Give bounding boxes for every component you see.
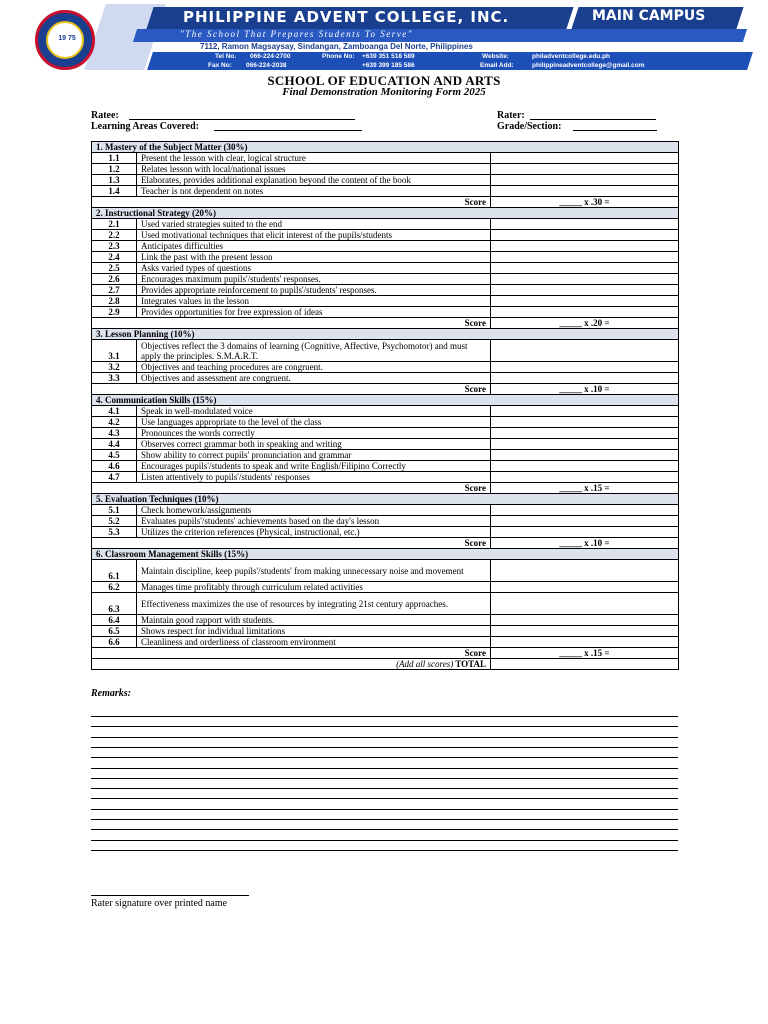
criterion-row bbox=[92, 450, 679, 461]
section-title: 3. Lesson Planning (10%) bbox=[92, 329, 679, 340]
section-header-row bbox=[92, 549, 679, 560]
fax-value: 066-224-2038 bbox=[246, 62, 287, 69]
criterion-text: Pronounces the words correctly bbox=[137, 428, 491, 439]
rating-cell[interactable] bbox=[491, 263, 679, 274]
logo-year-left: 19 bbox=[58, 35, 67, 42]
remarks-line[interactable] bbox=[91, 850, 678, 851]
rating-cell[interactable] bbox=[491, 450, 679, 461]
criterion-row bbox=[92, 252, 679, 263]
score-row bbox=[92, 538, 679, 549]
school-title: SCHOOL OF EDUCATION AND ARTS bbox=[267, 73, 501, 88]
rating-cell[interactable] bbox=[491, 340, 679, 362]
phone-label: Phone No: bbox=[322, 53, 355, 60]
criterion-text: Encourages maximum pupils'/students' responses. bbox=[137, 274, 491, 285]
phone-value-2: +639 399 185 586 bbox=[362, 62, 415, 69]
criterion-row bbox=[92, 472, 679, 483]
criterion-number: 3.1 bbox=[92, 340, 137, 362]
criterion-text: Maintain good rapport with students. bbox=[137, 615, 491, 626]
criterion-row bbox=[92, 186, 679, 197]
criterion-row bbox=[92, 428, 679, 439]
criterion-number: 5.3 bbox=[92, 527, 137, 538]
score-row bbox=[92, 648, 679, 659]
total-label bbox=[92, 659, 491, 670]
score-row bbox=[92, 384, 679, 395]
criterion-text: Objectives and assessment are congruent. bbox=[137, 373, 491, 384]
college-seal-icon bbox=[46, 21, 84, 59]
criterion-row bbox=[92, 637, 679, 648]
score-label: Score bbox=[92, 648, 491, 659]
criterion-text: Asks varied types of questions bbox=[137, 263, 491, 274]
total-text: TOTAL bbox=[455, 659, 486, 669]
criterion-row bbox=[92, 615, 679, 626]
section-header-row bbox=[92, 329, 679, 340]
criterion-number: 2.8 bbox=[92, 296, 137, 307]
remarks-line[interactable] bbox=[91, 757, 678, 758]
rating-cell[interactable] bbox=[491, 307, 679, 318]
criterion-text: Anticipates difficulties bbox=[137, 241, 491, 252]
criterion-text: Observes correct grammar both in speaking and writing bbox=[137, 439, 491, 450]
section-title: 6. Classroom Management Skills (15%) bbox=[92, 549, 679, 560]
score-label: Score bbox=[92, 318, 491, 329]
criterion-row bbox=[92, 164, 679, 175]
weighted-score-cell[interactable]: _____ x .30 = bbox=[491, 197, 679, 208]
criterion-text: Objectives reflect the 3 domains of learning (Cognitive, Affective, Psychomotor) and must apply the principles. S.M.A.R.T. bbox=[137, 340, 491, 362]
criterion-row bbox=[92, 219, 679, 230]
score-label: Score bbox=[92, 197, 491, 208]
rater-label: Rater: bbox=[497, 110, 525, 121]
logo-year-right: 75 bbox=[67, 35, 76, 42]
rating-cell[interactable] bbox=[491, 175, 679, 186]
remarks-line[interactable] bbox=[91, 747, 678, 748]
criterion-number: 6.3 bbox=[92, 593, 137, 615]
criterion-number: 1.3 bbox=[92, 175, 137, 186]
rating-cell[interactable] bbox=[491, 593, 679, 615]
criterion-row bbox=[92, 505, 679, 516]
rating-cell[interactable] bbox=[491, 428, 679, 439]
rating-cell[interactable] bbox=[491, 626, 679, 637]
remarks-line[interactable] bbox=[91, 798, 678, 799]
signature-caption: Rater signature over printed name bbox=[91, 898, 228, 909]
criterion-row bbox=[92, 406, 679, 417]
criterion-text: Evaluates pupils'/students' achievements based on the day's lesson bbox=[137, 516, 491, 527]
score-label: Score bbox=[92, 538, 491, 549]
criterion-number: 4.2 bbox=[92, 417, 137, 428]
section-header-row bbox=[92, 494, 679, 505]
criterion-row bbox=[92, 153, 679, 164]
college-address: 7112, Ramon Magsaysay, Sindangan, Zamboanga Del Norte, Philippines bbox=[200, 42, 473, 51]
rating-cell[interactable] bbox=[491, 186, 679, 197]
rating-cell[interactable] bbox=[491, 472, 679, 483]
criterion-number: 2.1 bbox=[92, 219, 137, 230]
rating-cell[interactable] bbox=[491, 637, 679, 648]
criterion-text: Present the lesson with clear, logical structure bbox=[137, 153, 491, 164]
criterion-row bbox=[92, 362, 679, 373]
grade-section-label: Grade/Section: bbox=[497, 121, 562, 132]
score-row bbox=[92, 197, 679, 208]
criterion-row bbox=[92, 263, 679, 274]
criterion-row bbox=[92, 593, 679, 615]
criterion-number: 4.1 bbox=[92, 406, 137, 417]
criterion-text: Used motivational techniques that elicit interest of the pupils/students bbox=[137, 230, 491, 241]
rating-cell[interactable] bbox=[491, 516, 679, 527]
rating-cell[interactable] bbox=[491, 461, 679, 472]
rating-cell[interactable] bbox=[491, 505, 679, 516]
criterion-text: Cleanliness and orderliness of classroom environment bbox=[137, 637, 491, 648]
email-value: philippineadventcollege@gmail.com bbox=[532, 62, 645, 69]
remarks-line[interactable] bbox=[91, 726, 678, 727]
weighted-score-cell[interactable]: _____ x .10 = bbox=[491, 538, 679, 549]
criterion-text: Shows respect for individual limitations bbox=[137, 626, 491, 637]
criterion-row bbox=[92, 175, 679, 186]
criterion-text: Integrates values in the lesson bbox=[137, 296, 491, 307]
grade-section-field[interactable] bbox=[573, 130, 657, 131]
rating-cell[interactable] bbox=[491, 439, 679, 450]
criterion-text: Effectiveness maximizes the use of resources by integrating 21st century approaches. bbox=[137, 593, 491, 615]
weighted-score-cell[interactable]: _____ x .15 = bbox=[491, 648, 679, 659]
rater-field[interactable] bbox=[530, 119, 656, 120]
campus-label: MAIN CAMPUS bbox=[592, 8, 706, 24]
rating-cell[interactable] bbox=[491, 296, 679, 307]
score-label: Score bbox=[92, 384, 491, 395]
criterion-text: Listen attentively to pupils'/students' responses bbox=[137, 472, 491, 483]
criterion-number: 6.5 bbox=[92, 626, 137, 637]
criterion-number: 2.7 bbox=[92, 285, 137, 296]
criterion-row bbox=[92, 582, 679, 593]
logo-year bbox=[53, 35, 81, 42]
criterion-row bbox=[92, 373, 679, 384]
fax-label: Fax No: bbox=[208, 62, 232, 69]
section-title: 4. Communication Skills (15%) bbox=[92, 395, 679, 406]
criterion-number: 4.3 bbox=[92, 428, 137, 439]
section-title: 2. Instructional Strategy (20%) bbox=[92, 208, 679, 219]
header-banner bbox=[0, 0, 768, 74]
remarks-label: Remarks: bbox=[91, 688, 131, 699]
criterion-text: Elaborates, provides additional explanation beyond the content of the book bbox=[137, 175, 491, 186]
weighted-score-cell[interactable]: _____ x .20 = bbox=[491, 318, 679, 329]
rating-cell[interactable] bbox=[491, 241, 679, 252]
criterion-number: 2.6 bbox=[92, 274, 137, 285]
signature-line[interactable] bbox=[91, 895, 249, 896]
criterion-number: 4.5 bbox=[92, 450, 137, 461]
remarks-line[interactable] bbox=[91, 737, 678, 738]
monitoring-table bbox=[91, 141, 679, 670]
rating-cell[interactable] bbox=[491, 373, 679, 384]
rating-cell[interactable] bbox=[491, 615, 679, 626]
score-row bbox=[92, 318, 679, 329]
remarks-line[interactable] bbox=[91, 819, 678, 820]
rating-cell[interactable] bbox=[491, 417, 679, 428]
criterion-number: 4.4 bbox=[92, 439, 137, 450]
criterion-text: Encourages pupils'/students to speak and write English/Filipino Correctly bbox=[137, 461, 491, 472]
rating-cell[interactable] bbox=[491, 582, 679, 593]
remarks-line[interactable] bbox=[91, 778, 678, 779]
total-value-cell[interactable] bbox=[491, 659, 679, 670]
rating-cell[interactable] bbox=[491, 274, 679, 285]
learning-areas-label: Learning Areas Covered: bbox=[91, 121, 199, 132]
rating-cell[interactable] bbox=[491, 362, 679, 373]
section-header-row bbox=[92, 395, 679, 406]
rating-cell[interactable] bbox=[491, 230, 679, 241]
rating-cell[interactable] bbox=[491, 285, 679, 296]
college-name: PHILIPPINE ADVENT COLLEGE, INC. bbox=[183, 8, 510, 26]
email-label: Email Add: bbox=[480, 62, 514, 69]
criterion-number: 2.3 bbox=[92, 241, 137, 252]
criterion-number: 6.4 bbox=[92, 615, 137, 626]
section-title: 1. Mastery of the Subject Matter (30%) bbox=[92, 142, 679, 153]
criterion-row bbox=[92, 461, 679, 472]
criterion-number: 1.1 bbox=[92, 153, 137, 164]
criterion-text: Teacher is not dependent on notes bbox=[137, 186, 491, 197]
criterion-row bbox=[92, 241, 679, 252]
criterion-row bbox=[92, 307, 679, 318]
criterion-row bbox=[92, 516, 679, 527]
rating-cell[interactable] bbox=[491, 252, 679, 263]
criterion-number: 4.6 bbox=[92, 461, 137, 472]
remarks-line[interactable] bbox=[91, 716, 678, 717]
rating-cell[interactable] bbox=[491, 219, 679, 230]
criterion-text: Link the past with the present lesson bbox=[137, 252, 491, 263]
ratee-label: Ratee: bbox=[91, 110, 119, 121]
section-header-row bbox=[92, 208, 679, 219]
criterion-text: Provides opportunities for free expression of ideas bbox=[137, 307, 491, 318]
criterion-number: 5.1 bbox=[92, 505, 137, 516]
remarks-line[interactable] bbox=[91, 788, 678, 789]
criterion-text: Speak in well-modulated voice bbox=[137, 406, 491, 417]
college-motto: "The School That Prepares Students To Serve" bbox=[180, 29, 414, 39]
rating-cell[interactable] bbox=[491, 560, 679, 582]
criterion-row bbox=[92, 274, 679, 285]
score-label: Score bbox=[92, 483, 491, 494]
criterion-number: 4.7 bbox=[92, 472, 137, 483]
score-row bbox=[92, 483, 679, 494]
total-row bbox=[92, 659, 679, 670]
form-title: Final Demonstration Monitoring Form 2025 bbox=[282, 86, 486, 98]
weighted-score-cell[interactable]: _____ x .10 = bbox=[491, 384, 679, 395]
criterion-row bbox=[92, 417, 679, 428]
criterion-text: Objectives and teaching procedures are congruent. bbox=[137, 362, 491, 373]
criterion-number: 5.2 bbox=[92, 516, 137, 527]
website-label: Website: bbox=[482, 53, 509, 60]
criterion-number: 6.2 bbox=[92, 582, 137, 593]
criterion-text: Used varied strategies suited to the end bbox=[137, 219, 491, 230]
criterion-row bbox=[92, 285, 679, 296]
criterion-number: 2.2 bbox=[92, 230, 137, 241]
criterion-row bbox=[92, 560, 679, 582]
phone-value-1: +639 351 518 589 bbox=[362, 53, 415, 60]
section-header-row bbox=[92, 142, 679, 153]
website-value: philadventcollege.edu.ph bbox=[532, 53, 611, 60]
total-hint: (Add all scores) bbox=[396, 659, 454, 669]
criterion-text: Provides appropriate reinforcement to pupils'/students' responses. bbox=[137, 285, 491, 296]
contact-strip bbox=[147, 52, 753, 70]
criterion-text: Relates lesson with local/national issues bbox=[137, 164, 491, 175]
tel-label: Tel No. bbox=[215, 53, 237, 60]
college-logo bbox=[35, 10, 95, 70]
rating-cell[interactable] bbox=[491, 406, 679, 417]
criterion-number: 2.4 bbox=[92, 252, 137, 263]
ratee-field[interactable] bbox=[129, 119, 355, 120]
rating-cell[interactable] bbox=[491, 164, 679, 175]
section-title: 5. Evaluation Techniques (10%) bbox=[92, 494, 679, 505]
criterion-row bbox=[92, 340, 679, 362]
criterion-number: 3.3 bbox=[92, 373, 137, 384]
criterion-text: Utilizes the criterion references (Physical, instructional, etc.) bbox=[137, 527, 491, 538]
criterion-row bbox=[92, 626, 679, 637]
remarks-line[interactable] bbox=[91, 768, 678, 769]
criterion-text: Use languages appropriate to the level of the class bbox=[137, 417, 491, 428]
criterion-row bbox=[92, 439, 679, 450]
rating-cell[interactable] bbox=[491, 527, 679, 538]
remarks-line[interactable] bbox=[91, 809, 678, 810]
criterion-number: 2.9 bbox=[92, 307, 137, 318]
criterion-row bbox=[92, 296, 679, 307]
criterion-number: 6.1 bbox=[92, 560, 137, 582]
criterion-number: 6.6 bbox=[92, 637, 137, 648]
criterion-row bbox=[92, 230, 679, 241]
criterion-number: 2.5 bbox=[92, 263, 137, 274]
criterion-text: Manages time profitably through curriculum related activities bbox=[137, 582, 491, 593]
criterion-text: Check homework/assignments bbox=[137, 505, 491, 516]
criterion-number: 1.4 bbox=[92, 186, 137, 197]
criterion-text: Maintain discipline, keep pupils'/students' from making unnecessary noise and movement bbox=[137, 560, 491, 582]
remarks-line[interactable] bbox=[91, 829, 678, 830]
rating-cell[interactable] bbox=[491, 153, 679, 164]
tel-value: 066-224-2700 bbox=[250, 53, 291, 60]
weighted-score-cell[interactable]: _____ x .15 = bbox=[491, 483, 679, 494]
criterion-row bbox=[92, 527, 679, 538]
criterion-number: 3.2 bbox=[92, 362, 137, 373]
criterion-text: Show ability to correct pupils' pronunciation and grammar bbox=[137, 450, 491, 461]
learning-areas-field[interactable] bbox=[214, 130, 362, 131]
criterion-number: 1.2 bbox=[92, 164, 137, 175]
remarks-line[interactable] bbox=[91, 840, 678, 841]
